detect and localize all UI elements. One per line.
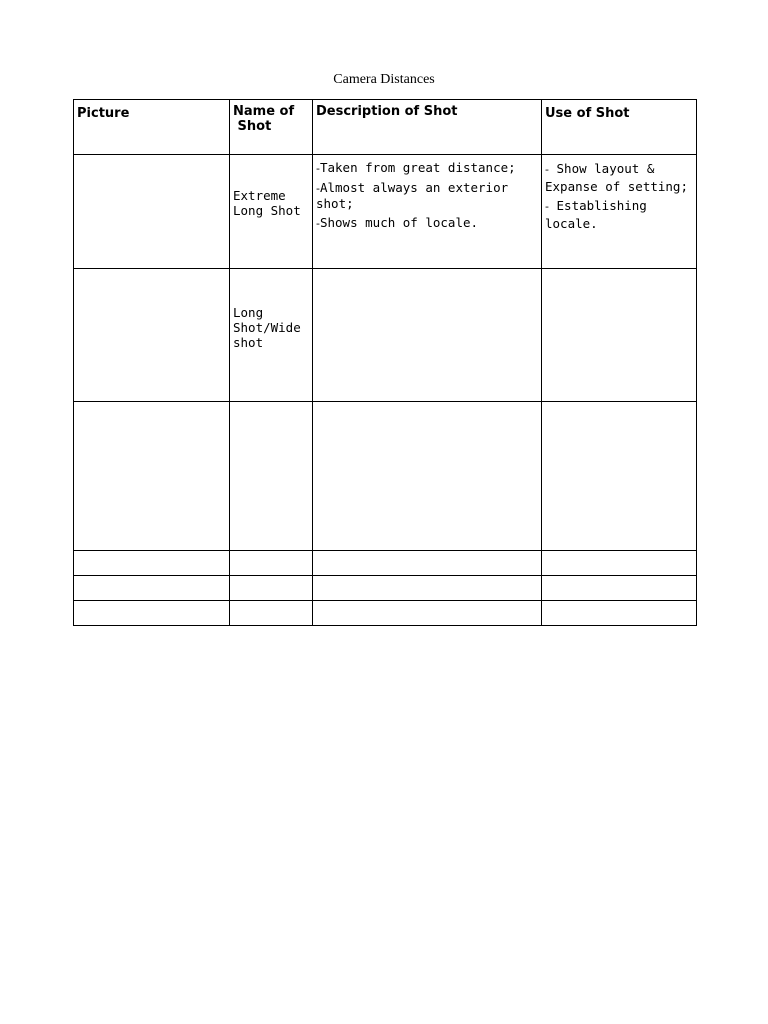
bullet: - [316, 217, 320, 230]
table-row [74, 601, 697, 626]
description-list [313, 155, 541, 231]
use-cell [542, 601, 697, 626]
table-header-row [74, 100, 697, 155]
use-cell [542, 402, 697, 551]
list-item [316, 215, 538, 231]
shot-name: Extreme Long Shot [233, 188, 301, 218]
use-list [542, 155, 696, 232]
shot-name-cell [230, 402, 313, 551]
description-cell [313, 601, 542, 626]
shot-name: Long Shot/Wide shot [233, 305, 301, 350]
use-text: Show layout & Expanse of setting; [545, 161, 688, 194]
header-name [230, 100, 313, 155]
description-cell [313, 551, 542, 576]
header-use [542, 100, 697, 155]
picture-cell [74, 269, 230, 402]
bullet: - [316, 162, 320, 175]
header-description [313, 100, 542, 155]
list-item [545, 197, 693, 232]
list-item [545, 160, 693, 195]
picture-cell [74, 576, 230, 601]
shot-name-cell [230, 551, 313, 576]
use-cell [542, 155, 697, 269]
shot-name-cell [230, 269, 313, 402]
description-cell [313, 269, 542, 402]
page-title: Camera Distances [333, 72, 435, 87]
shot-name-cell [230, 155, 313, 269]
description-cell [313, 576, 542, 601]
header-use-label: Use of Shot [545, 106, 630, 121]
header-name-label: Name of Shot [233, 104, 295, 134]
picture-cell [74, 601, 230, 626]
header-description-label: Description of Shot [316, 104, 458, 119]
picture-cell [74, 155, 230, 269]
bullet: - [316, 182, 320, 195]
shot-name-cell [230, 601, 313, 626]
use-cell [542, 551, 697, 576]
header-picture [74, 100, 230, 155]
bullet: - [545, 163, 549, 176]
description-text: Almost always an exterior shot; [316, 180, 509, 211]
description-cell [313, 155, 542, 269]
use-cell [542, 269, 697, 402]
description-text: Taken from great distance; [319, 160, 516, 175]
description-text: Shows much of locale. [319, 215, 479, 230]
table-row [74, 269, 697, 402]
bullet: - [545, 200, 549, 213]
use-cell [542, 576, 697, 601]
picture-cell [74, 551, 230, 576]
description-cell [313, 402, 542, 551]
table-row [74, 576, 697, 601]
camera-distances-table [73, 99, 697, 626]
list-item [316, 160, 538, 176]
picture-cell [74, 402, 230, 551]
shot-name-cell [230, 576, 313, 601]
table-row [74, 551, 697, 576]
use-text: Establishing locale. [545, 198, 647, 231]
list-item [316, 180, 538, 211]
table-row [74, 402, 697, 551]
header-picture-label: Picture [77, 106, 130, 121]
table-row [74, 155, 697, 269]
